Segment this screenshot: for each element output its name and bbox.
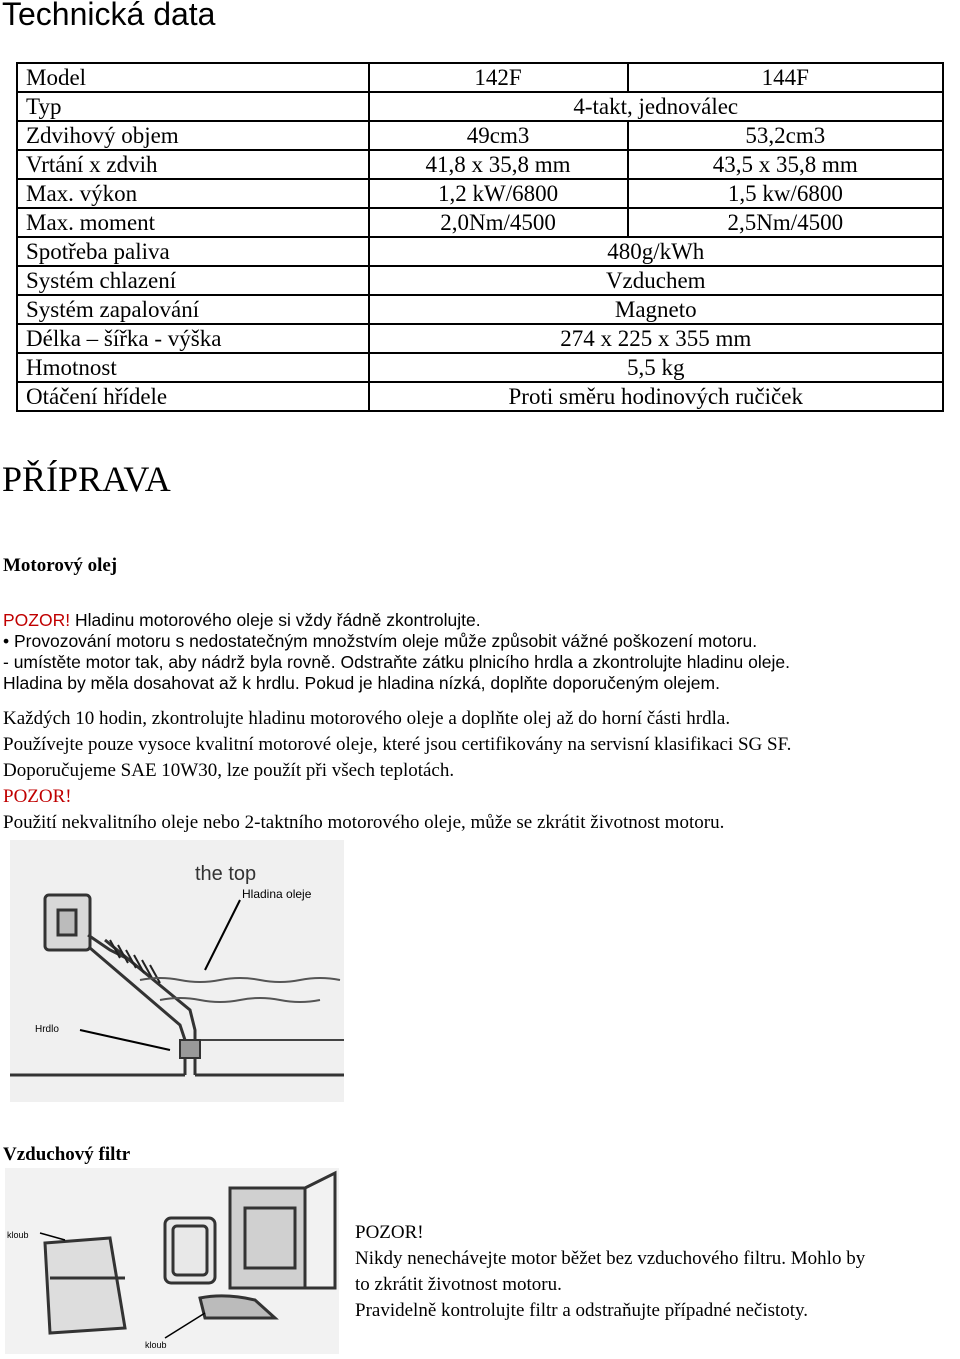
figure-label-top: the top	[195, 863, 257, 885]
spec-label: Vrtání x zdvih	[17, 150, 369, 179]
figure-label-neck: Hrdlo	[35, 1024, 59, 1035]
table-row	[17, 63, 943, 92]
spec-value: 49cm3	[369, 121, 628, 150]
section-title: PŘÍPRAVA	[2, 459, 171, 499]
spec-value: Vzduchem	[369, 266, 943, 295]
spec-value: 41,8 x 35,8 mm	[369, 150, 628, 179]
spec-value: 2,0Nm/4500	[369, 208, 628, 237]
spec-label: Systém chlazení	[17, 266, 369, 295]
oil-heading: Motorový olej	[3, 555, 118, 576]
spec-label: Max. moment	[17, 208, 369, 237]
oil-line: Každých 10 hodin, zkontrolujte hladinu motorového oleje a doplňte olej až do horní části hrdla.	[3, 708, 731, 729]
spec-label: Spotřeba paliva	[17, 237, 369, 266]
oil-line: - umístěte motor tak, aby nádrž byla rovně. Odstraňte zátku plnicího hrdla a zkontrolujte hladinu oleje.	[3, 652, 790, 672]
spec-value: 144F	[628, 63, 943, 92]
oil-paragraph	[3, 610, 790, 694]
table-row	[17, 208, 943, 237]
spec-label: Typ	[17, 92, 369, 121]
air-filter-figure	[5, 1168, 339, 1354]
figure-label-level: Hladina oleje	[242, 887, 312, 901]
figure-label-joint: kloub	[7, 1230, 29, 1240]
spec-label: Otáčení hřídele	[17, 382, 369, 411]
warning-label: POZOR!	[355, 1222, 424, 1243]
spec-value: Proti směru hodinových ručiček	[369, 382, 943, 411]
spec-value: 53,2cm3	[628, 121, 943, 150]
spec-value: 4-takt, jednoválec	[369, 92, 943, 121]
table-row	[17, 92, 943, 121]
spec-label: Systém zapalování	[17, 295, 369, 324]
spec-label: Max. výkon	[17, 179, 369, 208]
table-row	[17, 324, 943, 353]
spec-label: Model	[17, 63, 369, 92]
table-row	[17, 382, 943, 411]
table-row	[17, 237, 943, 266]
oil-line: • Provozování motoru s nedostatečným množstvím oleje může způsobit vážné poškození motoru.	[3, 631, 758, 651]
warning-label: POZOR!	[3, 786, 72, 807]
oil-line: Hladina by měla dosahovat až k hrdlu. Pokud je hladina nízká, doplňte doporučeným olejem.	[3, 673, 720, 693]
specs-table	[16, 62, 944, 412]
air-line: Pravidelně kontrolujte filtr a odstraňujte případné nečistoty.	[355, 1300, 809, 1321]
table-row	[17, 179, 943, 208]
oil-line: Doporučujeme SAE 10W30, lze použít při všech teplotách.	[3, 760, 455, 781]
spec-label: Hmotnost	[17, 353, 369, 382]
spec-label: Zdvihový objem	[17, 121, 369, 150]
table-row	[17, 266, 943, 295]
air-filter-heading: Vzduchový filtr	[3, 1144, 131, 1165]
air-line: Nikdy nenechávejte motor běžet bez vzduchového filtru. Mohlo by	[355, 1248, 866, 1269]
table-row	[17, 121, 943, 150]
oil-warning-text: Použití nekvalitního oleje nebo 2-taktního motorového oleje, může se zkrátit životnost motoru.	[3, 812, 725, 833]
oil-level-figure	[10, 840, 344, 1102]
spec-value: 43,5 x 35,8 mm	[628, 150, 943, 179]
oil-paragraph-2	[3, 708, 791, 838]
table-row	[17, 353, 943, 382]
air-filter-illustration	[5, 1168, 339, 1354]
spec-value: 142F	[369, 63, 628, 92]
page-title: Technická data	[2, 0, 216, 32]
oil-line: Hladinu motorového oleje si vždy řádně zkontrolujte.	[74, 610, 481, 630]
oil-line: Používejte pouze vysoce kvalitní motorové oleje, které jsou certifikovány na servisní klasifikaci SG SF.	[3, 734, 792, 755]
spec-value: 2,5Nm/4500	[628, 208, 943, 237]
air-line: to zkrátit životnost motoru.	[355, 1274, 562, 1295]
oil-level-illustration	[10, 840, 344, 1102]
figure-label-joint: kloub	[145, 1340, 167, 1350]
air-filter-text	[355, 1220, 865, 1324]
spec-value: 1,5 kw/6800	[628, 179, 943, 208]
warning-label: POZOR!	[3, 610, 71, 630]
spec-value: 480g/kWh	[369, 237, 943, 266]
spec-value: Magneto	[369, 295, 943, 324]
table-row	[17, 295, 943, 324]
spec-value: 274 x 225 x 355 mm	[369, 324, 943, 353]
table-row	[17, 150, 943, 179]
spec-value: 1,2 kW/6800	[369, 179, 628, 208]
spec-label: Délka – šířka - výška	[17, 324, 369, 353]
spec-value: 5,5 kg	[369, 353, 943, 382]
